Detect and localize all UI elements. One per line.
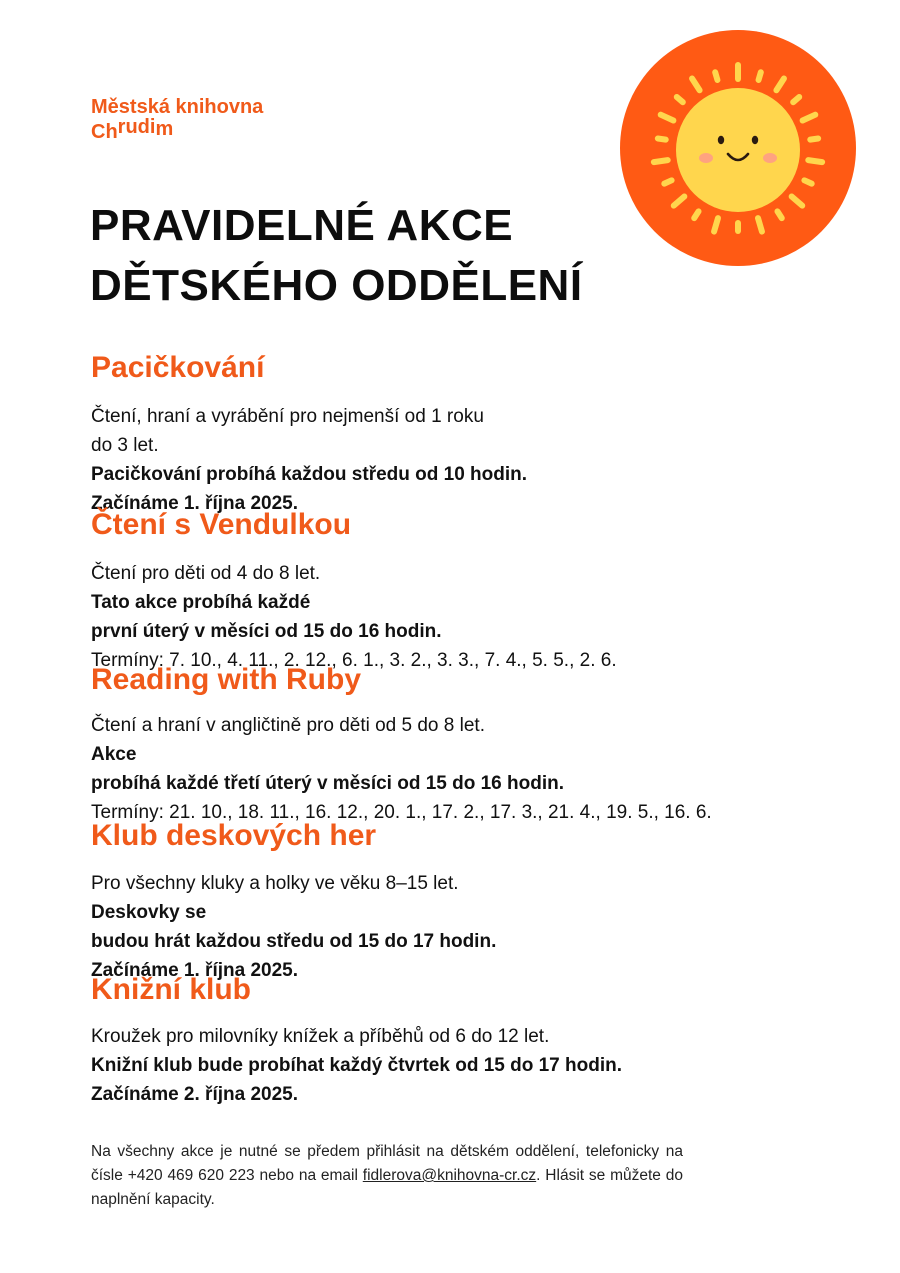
text-normal: Pro všechny kluky a holky ve věku 8–15 let. [91, 873, 459, 894]
section-text [91, 869, 791, 985]
section-heading: Reading with Ruby [91, 663, 361, 696]
section-text [91, 711, 791, 827]
logo-line-2 [91, 116, 263, 145]
title-line-1: PRAVIDELNÉ AKCE [90, 201, 514, 250]
text-normal: Čtení pro děti od 4 do 8 let. [91, 563, 321, 584]
text-normal: Čtení a hraní v angličtině pro děti od 5 do 8 let. [91, 715, 485, 736]
text-line: Začínáme 2. října 2025. [91, 1084, 299, 1105]
text-line: probíhá každé třetí úterý v měsíci od 15 do 16 hodin. [91, 773, 565, 794]
section-heading: Knižní klub [91, 973, 251, 1006]
section-knizni-klub [91, 972, 791, 1109]
text-bold: Akce [91, 744, 137, 765]
sun-illustration [620, 30, 856, 266]
text-line [91, 559, 791, 617]
email-link[interactable]: fidlerova@knihovna-cr.cz [362, 1167, 537, 1184]
section-pacickovani [91, 350, 791, 518]
text-line: první úterý v měsíci od 15 do 16 hodin. [91, 621, 442, 642]
text-line: Začínáme 1. října 2025. [91, 493, 299, 514]
section-cteni-s-vendulkou [91, 507, 791, 675]
page-title [90, 196, 583, 316]
sun-ray [735, 220, 741, 234]
footer-text: Na všechny akce je nutné se předem přihlásit na dětském oddělení, telefonicky na čísle +420 469 620 223 nebo na email [91, 1143, 683, 1184]
library-logo [91, 95, 263, 145]
sun-ray [735, 62, 741, 82]
section-text [91, 402, 791, 518]
text-line: Čtení, hraní a vyrábění pro nejmenší od 1 roku [91, 406, 484, 427]
section-reading-with-ruby [91, 662, 791, 827]
text-line: Termíny: 7. 10., 4. 11., 2. 12., 6. 1., 3. 2., 3. 3., 7. 4., 5. 5., 2. 6. [91, 650, 617, 671]
text-line: Začínáme 1. října 2025. [91, 960, 299, 981]
title-line-2: DĚTSKÉHO ODDĚLENÍ [90, 261, 583, 310]
text-line: Termíny: 21. 10., 18. 11., 16. 12., 20. 1., 17. 2., 17. 3., 21. 4., 19. 5., 16. 6. [91, 802, 712, 823]
logo-part-a: Ch [91, 121, 118, 143]
logo-part-c: m [155, 118, 174, 140]
text-line: budou hrát každou středu od 15 do 17 hodin. [91, 931, 497, 952]
text-normal: do 3 let. [91, 435, 159, 456]
logo-line-1: Městská knihovna [91, 96, 264, 118]
registration-note [91, 1140, 683, 1212]
section-heading: Klub deskových her [91, 819, 377, 852]
text-line [91, 711, 791, 769]
text-line [91, 869, 791, 927]
text-line: Knižní klub bude probíhat každý čtvrtek od 15 do 17 hodin. [91, 1055, 623, 1076]
footer-text: . Hlásit se můžete do naplnění kapacity. [91, 1167, 683, 1208]
section-text [91, 1022, 791, 1109]
text-bold: Deskovky se [91, 902, 207, 923]
logo-part-b: rudi [117, 116, 156, 138]
section-klub-deskovych-her [91, 818, 791, 985]
text-line [91, 431, 791, 489]
text-bold: Tato akce probíhá každé [91, 592, 311, 613]
text-bold: Pacičkování probíhá každou středu od 10 hodin. [91, 464, 528, 485]
section-heading: Pacičkování [91, 351, 265, 384]
section-text [91, 559, 791, 675]
text-line: Kroužek pro milovníky knížek a příběhů od 6 do 12 let. [91, 1026, 550, 1047]
section-heading: Čtení s Vendulkou [91, 508, 352, 541]
